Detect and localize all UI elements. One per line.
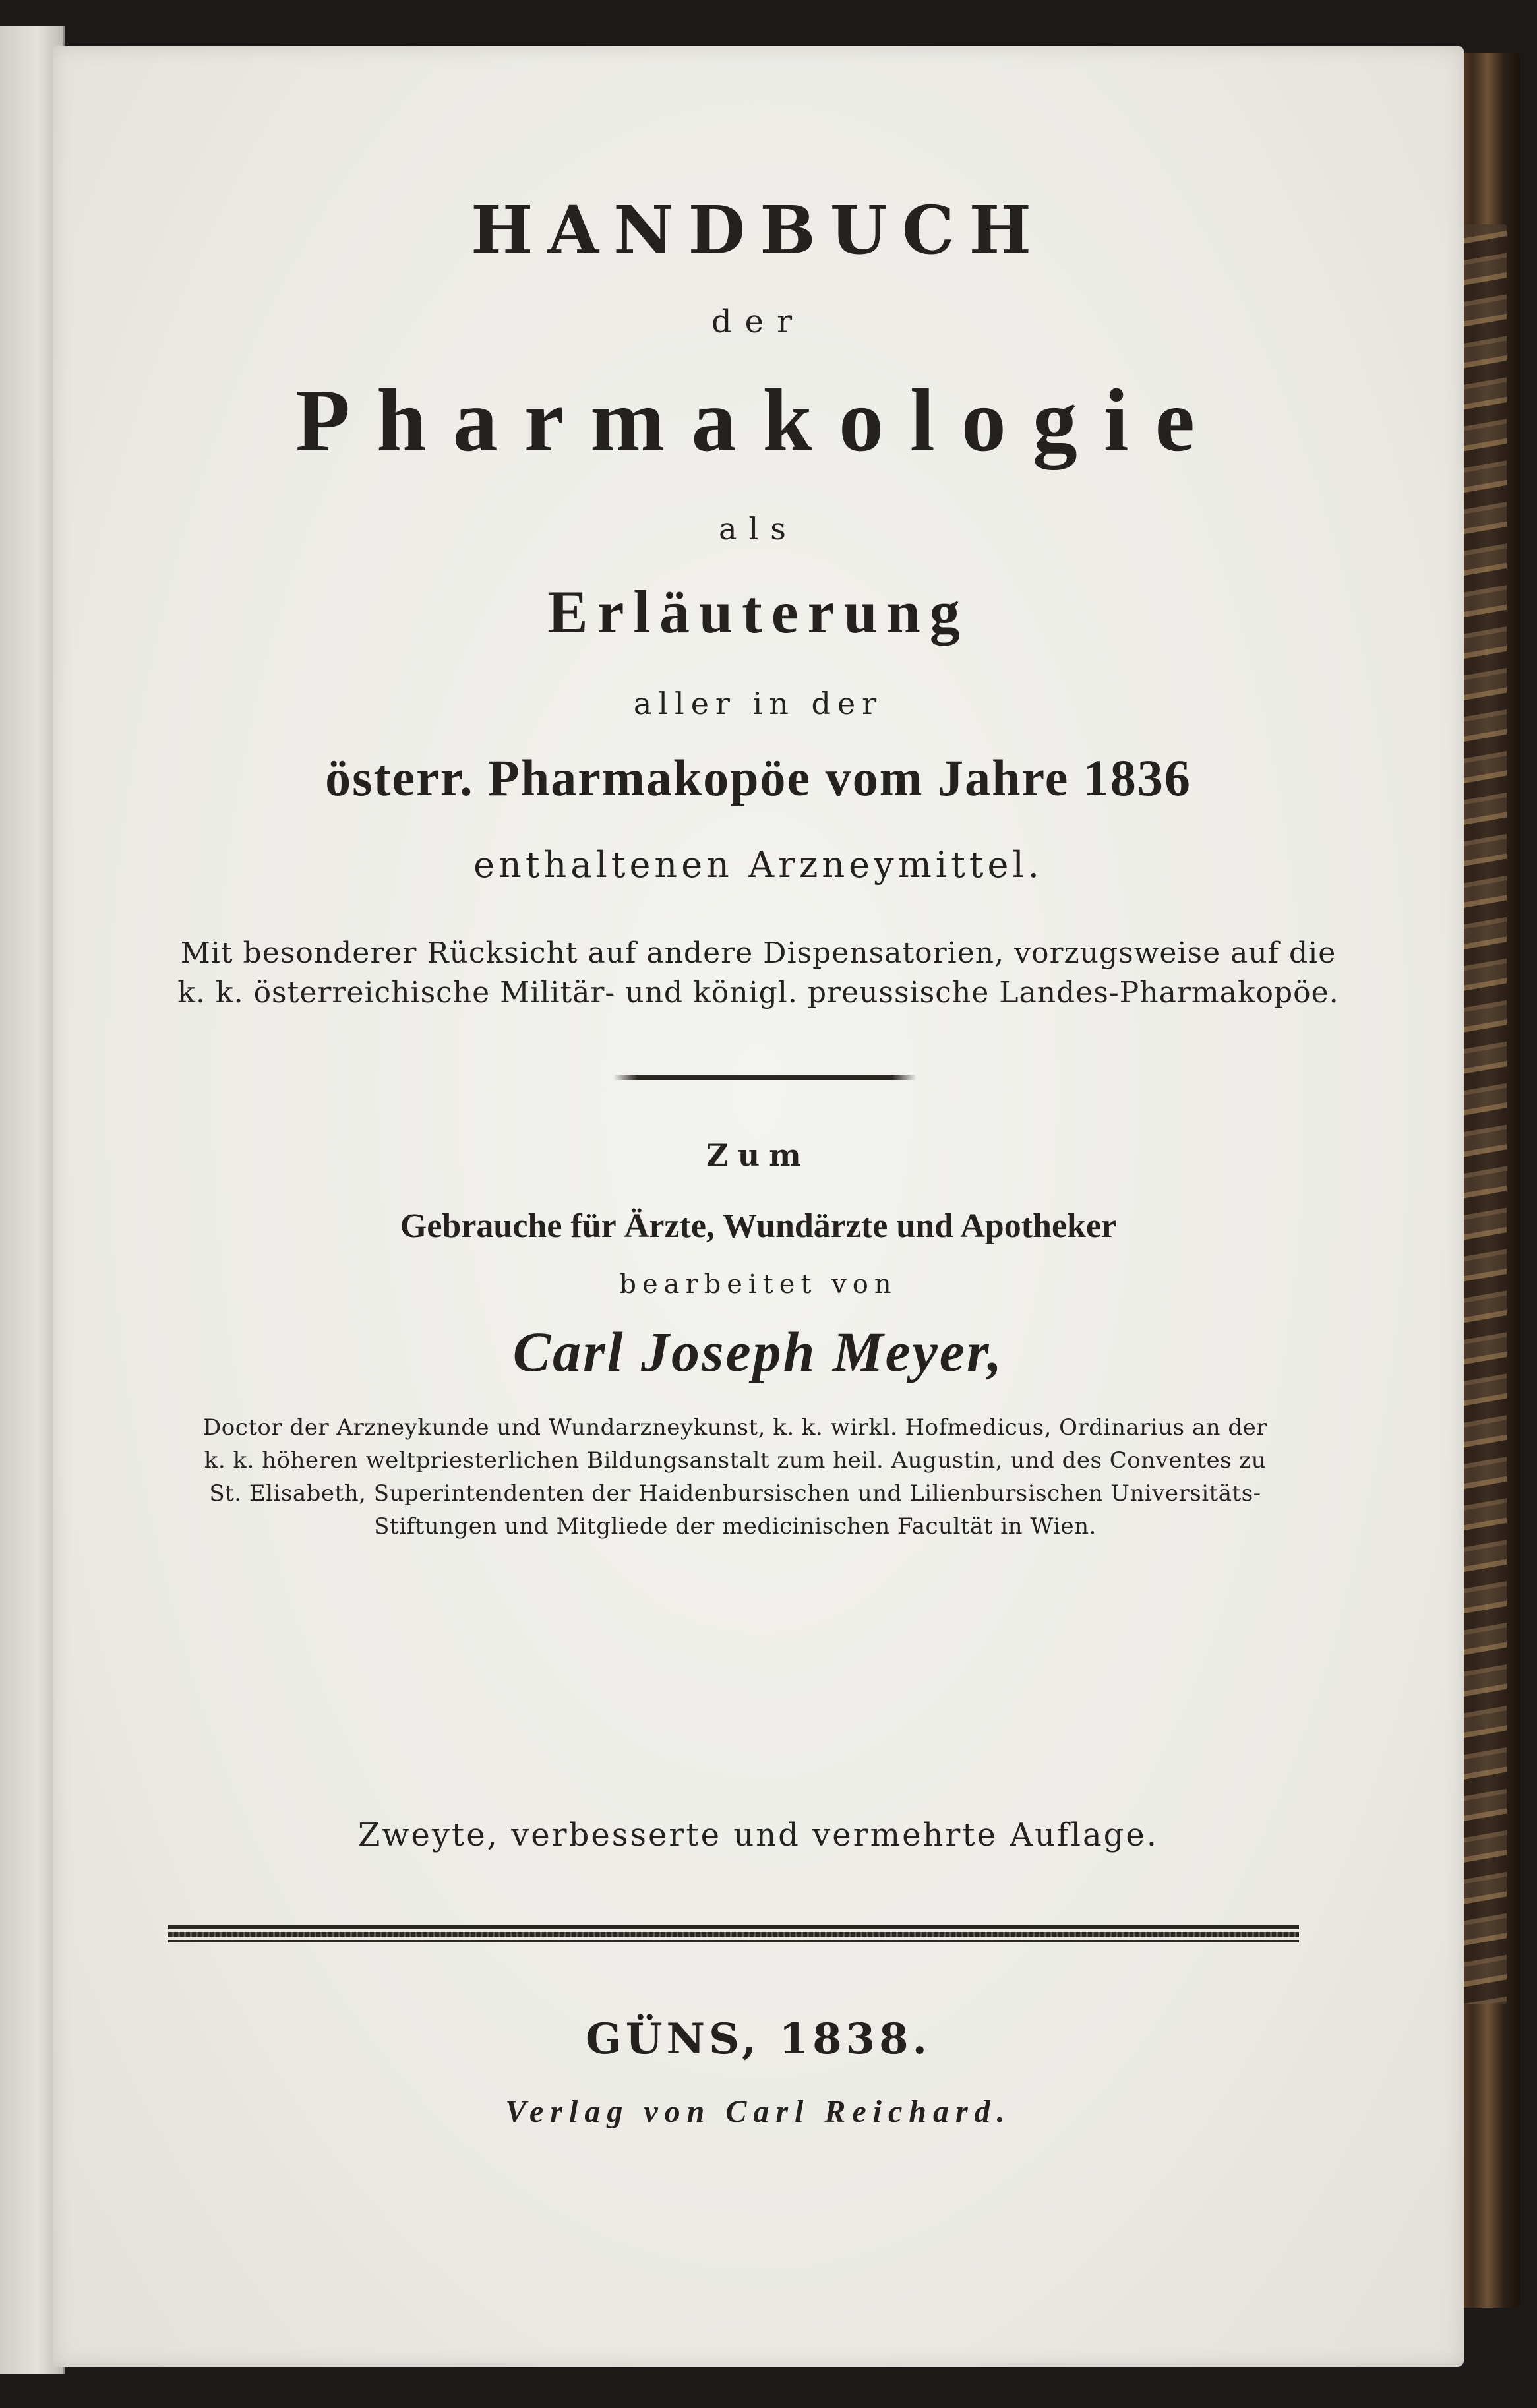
decorative-rule-long (168, 1925, 1299, 1942)
title-aller-in-der: aller in der (633, 686, 884, 721)
title-enthaltenen: enthaltenen Arzneymittel. (473, 844, 1043, 886)
title-der: der (711, 303, 806, 340)
marbled-cover-edge (1461, 224, 1507, 2004)
place-and-year: GÜNS, 1838. (586, 2014, 931, 2064)
author-description-line: k. k. höheren weltpriesterlichen Bildungsanstalt zum heil. Augustin, und des Conventes zu (204, 1447, 1267, 1474)
text-gebrauche: Gebrauche für Ärzte, Wundärzte und Apotheker (400, 1207, 1117, 1245)
decorative-rule-short (613, 1075, 917, 1080)
title-pharmakopoee: österr. Pharmakopöe vom Jahre 1836 (325, 749, 1191, 806)
author-description-line: Stiftungen und Mitgliede der medicinischen Facultät in Wien. (374, 1513, 1097, 1540)
text-bearbeitet-von: bearbeitet von (619, 1269, 897, 1300)
title-als: als (719, 511, 798, 547)
title-pharmakologie: Pharmakologie (295, 371, 1221, 470)
author-description (152, 1411, 1319, 1543)
publisher: Verlag von Carl Reichard. (505, 2094, 1011, 2129)
author-description-line: St. Elisabeth, Superintendenten der Haidenbursischen und Lilienbursischen Universitäts- (209, 1480, 1261, 1507)
edition-statement: Zweyte, verbesserte und vermehrte Auflage. (357, 1817, 1159, 1853)
subtitle-line-2: k. k. österreichische Militär- und königl. preussische Landes-Pharmakopöe. (177, 976, 1339, 1009)
title-handbuch: HANDBUCH (471, 191, 1046, 269)
author-description-line: Doctor der Arzneykunde und Wundarzneykunst, k. k. wirkl. Hofmedicus, Ordinarius an der (202, 1414, 1268, 1441)
text-zum: Zum (706, 1137, 810, 1173)
subtitle-line-1: Mit besonderer Rücksicht auf andere Dispensatorien, vorzugsweise auf die (180, 936, 1337, 970)
author-name: Carl Joseph Meyer, (512, 1320, 1004, 1383)
title-erlaeuterung: Erläuterung (547, 578, 969, 646)
